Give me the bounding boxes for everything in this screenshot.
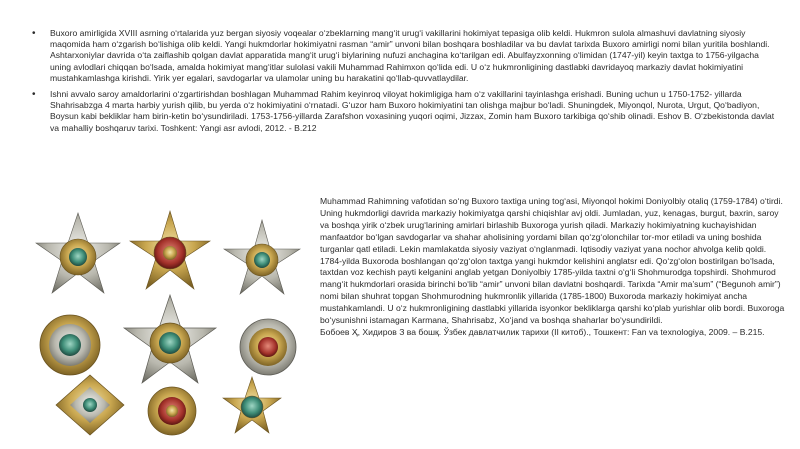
right-paragraph: Muhammad Rahimning vafotidan so‘ng Buxoro taxtiga uning tog‘asi, Miyonqol hokimi Doniyolbiy otaliq (1759-1784) o‘tirdi. Uning hukmdorligi davrida markaziy hokimiyatga qarshi chiqishlar avj oldi. Jumladan, yuz, kenagas, burgut, baxrin, saroy va boshqa yirik o‘zbek urug‘larining amirlari birlashib Buxoroga yurish qiladi. Markaziy hokimiyatning kuchayishidan manfaatdor bo‘lgan savdogarlar va shahar aholisining yordami bilan qo‘zg‘olonchilar tor-mor etiladi va uning boshida turganlar qatl etiladi. Lekin mamlakatda siyosiy vaziyat o‘nglanmadi. Iqtisodiy vaziyat yana nochor ahvolga kelib qoldi. 1784-yilda Buxoroda boshlangan qo‘zg‘olon taxtga yangi hukmdor kelishini anglatsr edi. Qo‘zg‘olon bostirilgan bo‘lsada, taxtdan voz kechish payti kelganini anglab yetgan Doniyolbiy 1785-yilda taxtni o‘g‘li Shohmurodga topshirdi. Shohmurod mang‘it hukmdorlari orasida birinchi bo‘lib “amir” unvoni bilan davlatni boshqardi. Tarixda “Amir ma’sum” (“Begunoh amir”) nomi bilan shuhrat topgan Shohmurodning hukmronlik yillarida (1785-1800) Buxoroda markaziy hokimiyat ancha mustahkamlandi. U o‘z hukmronligining dastlabki yillarida isyonkor bekliklarga qarshi ko‘plab yurishlar olib bordi. Buxoroga bo‘ysunishni istamagan Karmana, Shahrisabz, Xo‘jand va boshqa shaharlar bo‘ysundirildi.: [320, 196, 785, 326]
bullet-dot: •: [32, 28, 36, 39]
orders-and-medals-icon: [30, 205, 308, 437]
bullet-item: [28, 89, 778, 134]
bullet-item: [28, 28, 778, 84]
bullet-text: Buxoro amirligida XVIII asrning o‘rtalarida yuz bergan siyosiy voqealar o‘zbeklarning mang‘it urug‘i vakillarini hokimiyat tepasiga olib keldi. Hukmron sulola almashuvi davlatning siyosiy maqomida ham o‘zgarish bo‘lishiga olib keldi. Yangi hukmdorlar hokimiyatni rasman “amir” unvoni bilan boshqara boshladilar va bu davlat tarixda Buxoro amirligi nomi bilan yuritila boshlandi. Ashtarxoniylar davrida o‘ta zaiflashib qolgan davlat apparatida mang‘it urug‘i biylarining nufuzi anchagina ko‘tarilgan edi. Abulfayzxonning o‘limidan (1747-yil) keyin taxtga to 1756-yilgacha uning avlodlari chiqqan bo‘lsada, amalda hokimiyat mang‘itlar sulolasi vakili Muhammad Rahimxon qo‘lida edi. U o‘z hukmronligining dastlabki davridayoq markaziy davlat hokimiyatini mustahkamlashga kirishdi. Yirik yer egalari, savdogarlar va ulamolar uning bu harakatini qo‘llab-quvvatlaydilar.: [50, 28, 770, 83]
bullet-dot: •: [32, 89, 36, 101]
bullet-list: [28, 28, 778, 139]
right-text-block: [320, 196, 785, 339]
right-citation: Бобоев Ҳ, Хидиров З ва бошқ. Ўзбек давлатчилик тарихи (II китоб)., Тошкент: Fan va texnologiya, 2009. – B.215.: [320, 326, 765, 337]
bullet-text: Ishni avvalo saroy amaldorlarini o‘zgartirishdan boshlagan Muhammad Rahim keyinroq viloyat hokimligiga ham o‘z vakillarini tayinlashga erishadi. Buning uchun u 1750-1752- yillarda Shahrisabzga 4 marta harbiy yurish qilib, bu yerda o‘z hokimiyatini o‘rnatadi. G‘uzor ham Buxoro hokimiyatini tan olishga majbur bo‘ladi. Shuningdek, Miyonqol, Nurota, Urgut, Qo‘badiyon, Boysun kabi bekliklar ham birin-ketin bo‘ysundiriladi. 1753-1756-yillarda Zarafshon voxasining yuqori oqimi, Jizzax, Zomin ham Buxoro tarkibiga qo‘shib olinadi. Eshov B. O‘zbekistonda davlat va mahalliy boshqaruv tarixi. Toshkent: Yangi asr avlodi, 2012. - B.212: [50, 89, 775, 133]
orders-medals-image: [30, 205, 308, 437]
